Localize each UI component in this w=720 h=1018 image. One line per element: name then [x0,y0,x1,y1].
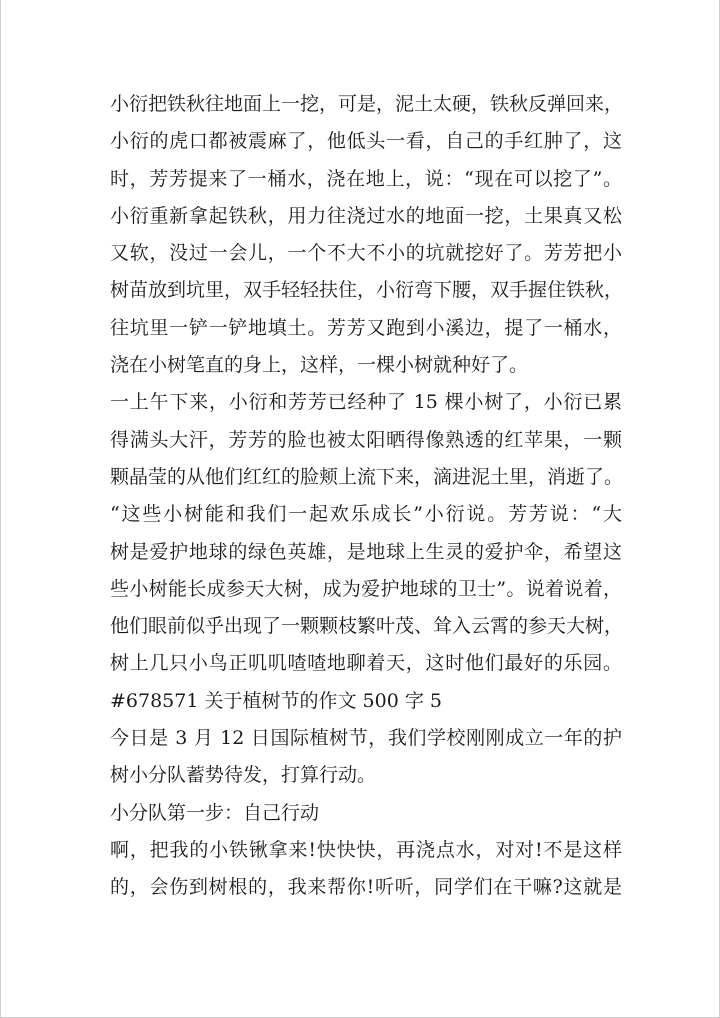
text-line: 些小树能长成参天大树，成为爱护地球的卫士”。说着说着， [110,577,622,600]
text-line: 浇在小树笔直的身上，这样，一棵小树就种好了。 [110,354,529,377]
text-line: 一上午下来，小衍和芳芳已经种了 15 棵小树了，小衍已累 [110,391,622,414]
text-line: #678571 关于植树节的作文 500 字 5 [110,689,442,712]
text-line: 今日是 3 月 12 日国际植树节，我们学校刚刚成立一年的护 [110,727,622,750]
text-line: 小衍把铁秋往地面上一挖，可是，泥土太硬，铁秋反弹回来， [110,93,624,115]
text-line: 往坑里一铲一铲地填土。芳芳又跑到小溪边，提了一桶水， [110,316,622,339]
text-line: 树是爱护地球的绿色英雄，是地球上生灵的爱护伞，希望这 [110,540,622,563]
text-line: 得满头大汗，芳芳的脸也被太阳晒得像熟透的红苹果，一颗 [110,428,622,451]
document-body [110,86,622,907]
text-line: 树苗放到坑里，双手轻轻扶住，小衍弯下腰，双手握住铁秋， [110,279,624,302]
text-line: 时，芳芳提来了一桶水，浇在地上，说：“现在可以挖了”。 [110,167,622,190]
text-line: 小衍的虎口都被震麻了，他低头一看，自己的手红肿了，这 [110,130,622,153]
text-line: 小分队第一步：自己行动 [110,801,320,824]
text-line: 小衍重新拿起铁秋，用力往浇过水的地面一挖，土果真又松 [110,204,622,227]
text-line: 啊，把我的小铁锹拿来!快快快，再浇点水，对对!不是这样 [110,838,622,861]
text-line: 的，会伤到树根的，我来帮你!听听，同学们在干嘛?这就是 [110,876,622,899]
text-line: 他们眼前似乎出现了一颗颗枝繁叶茂、耸入云霄的参天大树， [110,615,624,638]
text-line: “这些小树能和我们一起欢乐成长”小衍说。芳芳说：“大 [110,503,622,526]
text-line: 树上几只小鸟正叽叽喳喳地聊着天，这时他们最好的乐园。 [110,652,622,675]
text-line: 颗晶莹的从他们红红的脸颊上流下来，滴进泥土里，消逝了。 [110,465,624,488]
text-line: 树小分队蓄势待发，打算行动。 [110,764,377,787]
text-line: 又软，没过一会儿，一个不大不小的坑就挖好了。芳芳把小 [110,242,622,265]
